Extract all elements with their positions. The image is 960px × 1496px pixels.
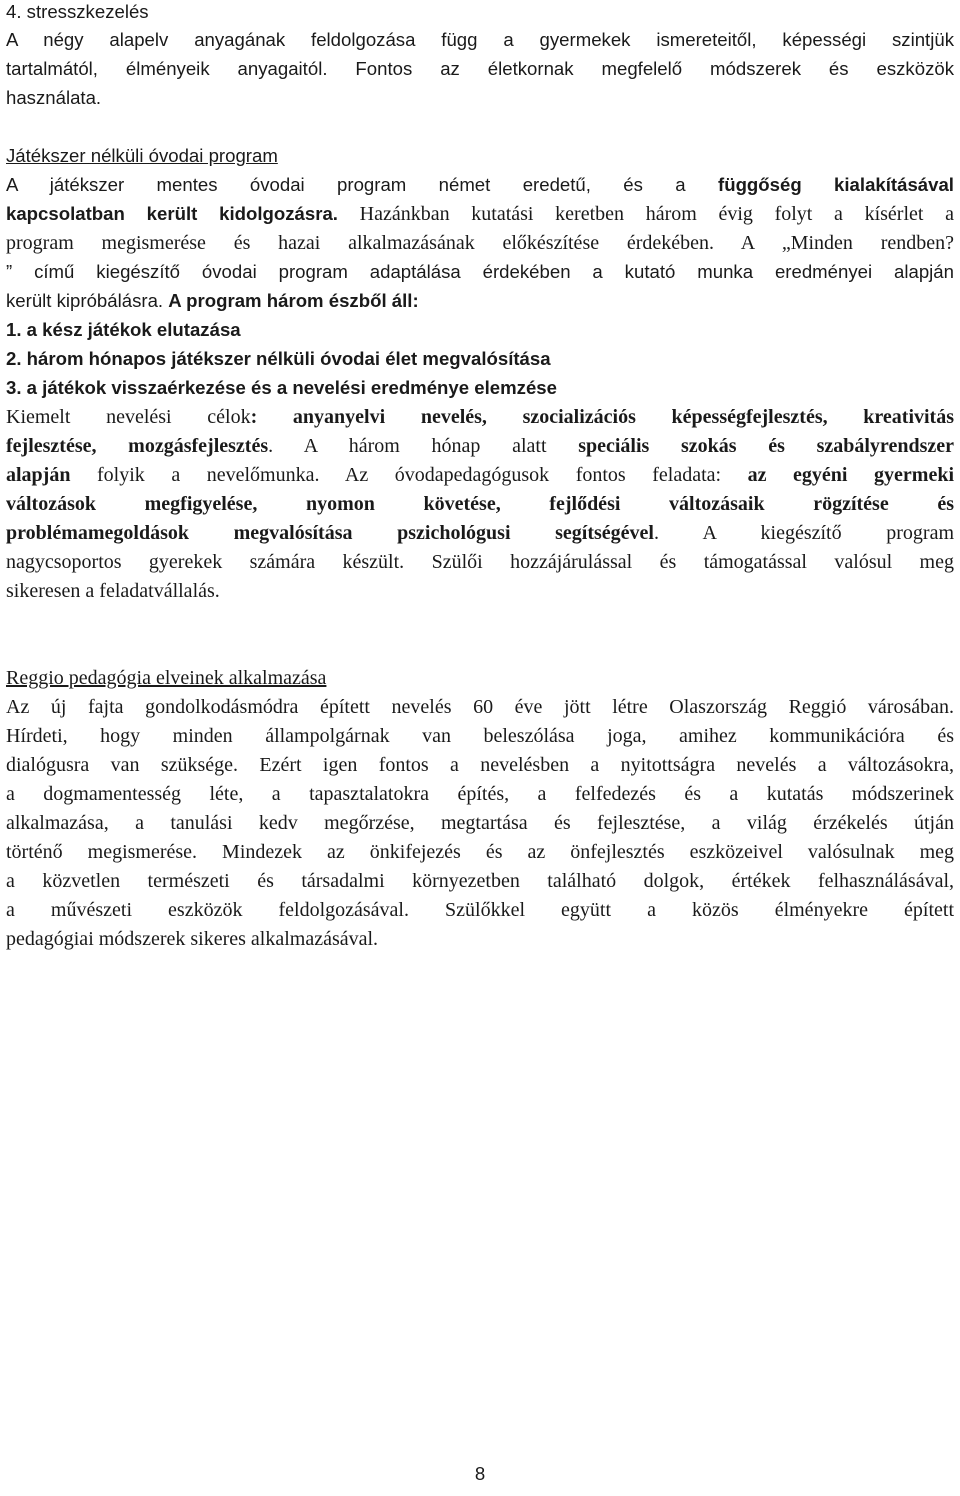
paragraph-line: pedagógiai módszerek sikeres alkalmazásával. (6, 928, 379, 950)
section-heading-stress: 4. stresszkezelés (6, 1, 149, 22)
paragraph-line: ” című kiegészítő óvodai program adaptálása érdekében a kutató munka eredményei alapján (6, 261, 954, 282)
paragraph-line: alapján folyik a nevelőmunka. Az óvodapedagógusok fontos feladata: az egyéni gyermeki (6, 464, 954, 486)
paragraph-line: program megismerése és hazai alkalmazásának előkészítése érdekében. A „Minden rendben? (6, 232, 954, 254)
section-title-reggio: Reggio pedagógia elveinek alkalmazása (6, 667, 327, 689)
paragraph-line: nagycsoportos gyerekek számára készült. Szülői hozzájárulással és támogatással valósul meg (6, 551, 954, 573)
paragraph-line: Az új fajta gondolkodásmódra épített nevelés 60 éve jött létre Olaszország Reggió városában. (6, 696, 954, 718)
paragraph-line: került kipróbálásra. A program három észből áll: (6, 290, 419, 311)
paragraph-line: dialógusra van szüksége. Ezért igen fontos a nevelésben a nyitottságra nevelés a változásokra, (6, 754, 954, 776)
program-list-item: 1. a kész játékok elutazása (6, 319, 241, 340)
paragraph-line: a dogmamentesség léte, a tapasztalatokra építés, a felfedezés és a kutatás módszerinek (6, 783, 954, 805)
paragraph-line: kapcsolatban került kidolgozásra. Hazánkban kutatási keretben három évig folyt a kísérlet a (6, 203, 954, 225)
program-list-item: 2. három hónapos játékszer nélküli óvodai élet megvalósítása (6, 348, 551, 369)
paragraph-line: a közvetlen természeti és társadalmi környezetben található dolgok, értékek felhasználásával, (6, 870, 954, 892)
paragraph-line: történő megismerése. Mindezek az önkifejezés és az önfejlesztés eszközeivel valósulnak meg (6, 841, 954, 863)
paragraph-line: problémamegoldások megvalósítása pszichológusi segítségével. A kiegészítő program (6, 522, 954, 544)
paragraph-line: tartalmától, élményeik anyagaitól. Fontos az életkornak megfelelő módszerek és eszközök (6, 58, 954, 79)
paragraph-line: alkalmazása, a tanulási kedv megőrzése, megtartása és fejlesztése, a világ érzékelés útján (6, 812, 954, 834)
paragraph-line: használata. (6, 87, 102, 108)
section-title-toy-free: Játékszer nélküli óvodai program (6, 145, 278, 166)
paragraph-line: Kiemelt nevelési célok: anyanyelvi nevelés, szocializációs képességfejlesztés, kreativitás (6, 406, 954, 428)
paragraph-line: A játékszer mentes óvodai program német eredetű, és a függőség kialakításával (6, 174, 954, 195)
paragraph-line: Hírdeti, hogy minden állampolgárnak van beleszólása joga, amihez kommunikációra és (6, 725, 954, 747)
page-number: 8 (474, 1463, 486, 1484)
paragraph-line: változások megfigyelése, nyomon követése, fejlődési változásaik rögzítése és (6, 493, 954, 515)
program-list-item: 3. a játékok visszaérkezése és a nevelési eredménye elemzése (6, 377, 557, 398)
paragraph-line: a művészeti eszközök feldolgozásával. Szülőkkel együtt a közös élményekre épített (6, 899, 954, 921)
paragraph-line: sikeresen a feladatvállalás. (6, 580, 220, 602)
paragraph-line: fejlesztése, mozgásfejlesztés. A három hónap alatt speciális szokás és szabályrendszer (6, 435, 954, 457)
paragraph-line: A négy alapelv anyagának feldolgozása függ a gyermekek ismereteitől, képességi szintjük (6, 29, 954, 50)
